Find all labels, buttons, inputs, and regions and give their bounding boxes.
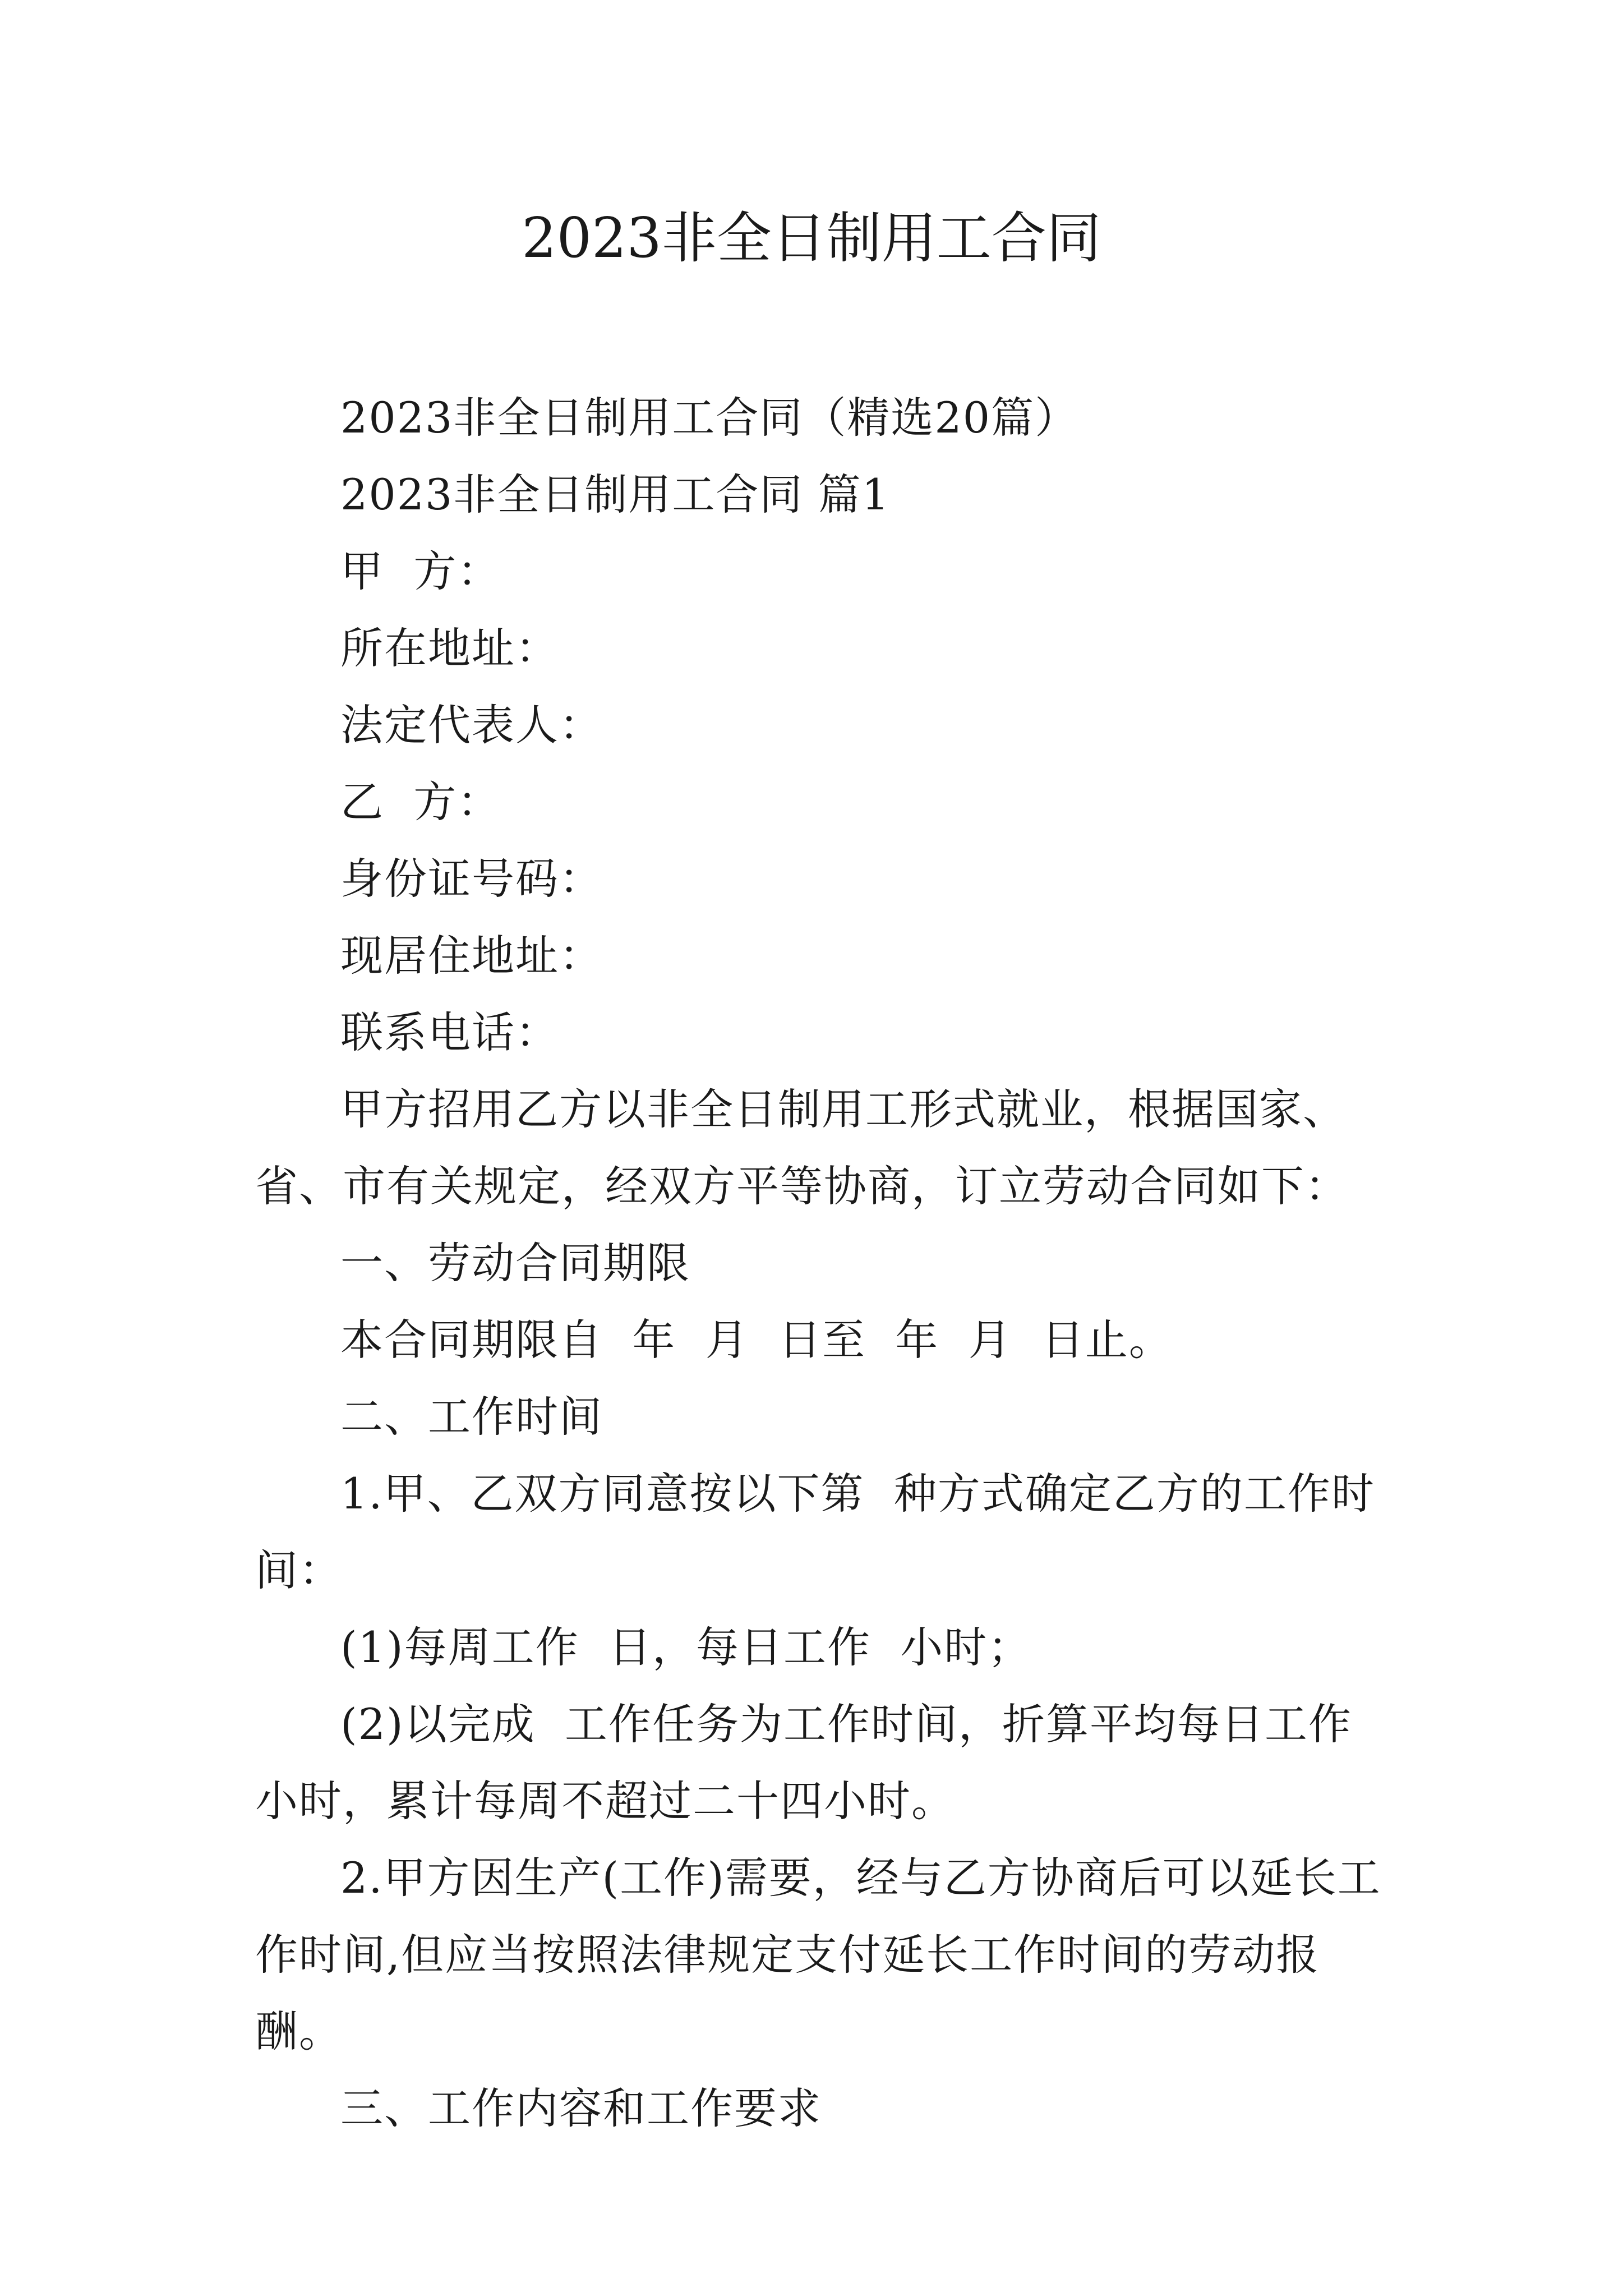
paragraph: 1.甲、乙双方同意按以下第 种方式确定乙方的工作时间： (255, 1469, 1375, 1595)
section-heading: 二、工作时间 (340, 1392, 603, 1442)
section-heading: 三、工作内容和工作要求 (340, 2083, 822, 2133)
current-address-label: 现居住地址： (340, 931, 603, 981)
paragraph: (2)以完成 工作任务为工作时间，折算平均每日工作 小时，累计每周不超过二十四小时。 (255, 1699, 1382, 1826)
address-label: 所在地址： (340, 623, 559, 673)
paragraph: (1)每周工作 日，每日工作 小时； (340, 1622, 1032, 1672)
paragraph: 2.甲方因生产(工作)需要，经与乙方协商后可以延长工作时间,但应当按照法律规定支付延长工作时间的劳动报酬。 (255, 1853, 1381, 2056)
section-heading: 一、劳动合同期限 (340, 1238, 690, 1288)
document-title: 2023非全日制用工合同 (522, 206, 1101, 270)
id-number-label: 身份证号码： (340, 854, 603, 904)
legal-representative-label: 法定代表人： (340, 700, 603, 750)
paragraph: 甲方招用乙方以非全日制用工形式就业，根据国家、省、市有关规定，经双方平等协商，订立劳动合同如下： (255, 1084, 1349, 1211)
paragraph: 2023非全日制用工合同 篇1 (340, 470, 890, 519)
paragraph: 本合同期限自 年 月 日至 年 月 日止。 (340, 1315, 1173, 1365)
document-body (255, 379, 1384, 2147)
party-a-label: 甲 方： (340, 546, 501, 596)
paragraph: 2023非全日制用工合同（精选20篇） (340, 393, 1079, 443)
phone-label: 联系电话： (340, 1007, 559, 1057)
party-b-label: 乙 方： (340, 777, 501, 827)
